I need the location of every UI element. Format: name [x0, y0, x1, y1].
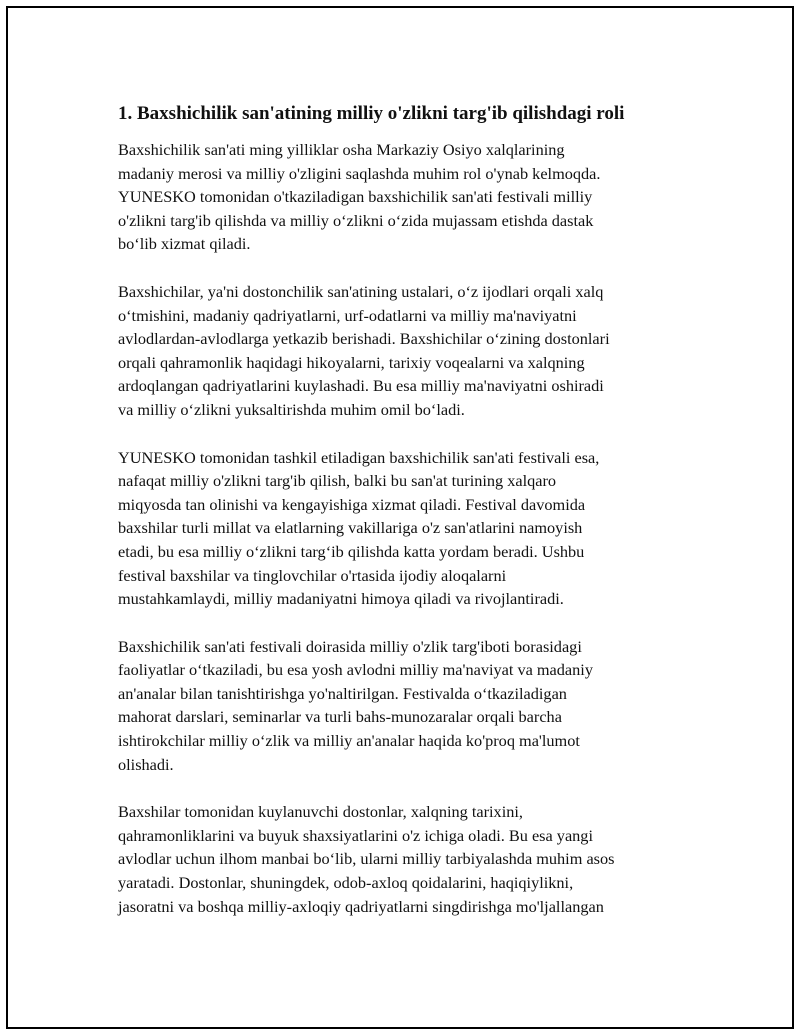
text-line: yaratadi. Dostonlar, shuningdek, odob-axloq qoidalarini, haqiqiylikni,	[118, 873, 574, 893]
body-paragraph	[118, 280, 688, 422]
text-line: etadi, bu esa milliy o‘zlikni targ‘ib qilishda katta yordam beradi. Ushbu	[118, 541, 585, 561]
text-line: Baxshichilik san'ati ming yilliklar osha Markaziy Osiyo xalqlarining	[118, 140, 565, 159]
text-line: avlodlardan-avlodlarga yetkazib berishadi. Baxshichilar o‘zining dostonlari	[118, 329, 610, 349]
text-line: madaniy merosi va milliy o'zligini saqlashda muhim rol o'ynab kelmoqda.	[118, 163, 601, 183]
text-line: YUNESKO tomonidan o'tkaziladigan baxshichilik san'ati festivali milliy	[118, 187, 593, 207]
text-line: o‘tmishini, madaniy qadriyatlarni, urf-odatlarni va milliy ma'naviyatni	[118, 305, 577, 325]
text-line: YUNESKO tomonidan tashkil etiladigan baxshichilik san'ati festivali esa,	[118, 447, 600, 467]
body-paragraph	[118, 446, 688, 611]
text-line: festival baxshilar va tinglovchilar o'rtasida ijodiy aloqalarni	[118, 565, 507, 585]
text-line: Baxshilar tomonidan kuylanuvchi dostonlar, xalqning tarixini,	[118, 802, 523, 822]
text-line: an'analar bilan tanishtirishga yo'naltirilgan. Festivalda o‘tkaziladigan	[118, 683, 567, 703]
text-line: o'zlikni targ'ib qilishda va milliy o‘zlikni o‘zida mujassam etishda dastak	[118, 210, 594, 230]
text-line: avlodlar uchun ilhom manbai bo‘lib, ularni milliy tarbiyalashda muhim asos	[118, 849, 615, 869]
text-line: Baxshichilar, ya'ni dostonchilik san'atining ustalari, o‘z ijodlari orqali xalq	[118, 281, 604, 301]
text-line: Baxshichilik san'ati festivali doirasida milliy o'zlik targ'iboti borasidagi	[118, 636, 582, 656]
document-content	[118, 100, 688, 942]
text-line: nafaqat milliy o'zlikni targ'ib qilish, balki bu san'at turining xalqaro	[118, 471, 557, 491]
text-line: qahramonliklarini va buyuk shaxsiyatlarini o'z ichiga oladi. Bu esa yangi	[118, 825, 593, 845]
page-frame	[6, 6, 794, 1029]
body-paragraph	[118, 800, 688, 918]
text-line: bo‘lib xizmat qiladi.	[118, 234, 251, 254]
body-paragraph	[118, 635, 688, 777]
text-line: baxshilar turli millat va elatlarning vakillariga o'z san'atlarini namoyish	[118, 518, 583, 538]
text-line: ishtirokchilar milliy o‘zlik va milliy an'analar haqida ko'proq ma'lumot	[118, 731, 580, 751]
paragraph-container	[118, 138, 688, 918]
text-line: mustahkamlaydi, milliy madaniyatni himoya qiladi va rivojlantiradi.	[118, 589, 564, 609]
text-line: olishadi.	[118, 754, 174, 774]
text-line: orqali qahramonlik haqidagi hikoyalarni, tarixiy voqealarni va xalqning	[118, 352, 585, 372]
text-line: va milliy o‘zlikni yuksaltirishda muhim omil bo‘ladi.	[118, 399, 465, 419]
section-heading: 1. Baxshichilik san'atining milliy o'zlikni targ'ib qilishdagi roli	[118, 103, 625, 124]
text-line: miqyosda tan olinishi va kengayishiga xizmat qiladi. Festival davomida	[118, 494, 586, 514]
text-line: ardoqlangan qadriyatlarini kuylashadi. Bu esa milliy ma'naviyatni oshiradi	[118, 376, 604, 396]
text-line: mahorat darslari, seminarlar va turli bahs-munozaralar orqali barcha	[118, 707, 562, 727]
text-line: faoliyatlar o‘tkaziladi, bu esa yosh avlodni milliy ma'naviyat va madaniy	[118, 660, 593, 680]
body-paragraph	[118, 138, 688, 256]
text-line: jasoratni va boshqa milliy-axloqiy qadriyatlarni singdirishga mo'ljallangan	[118, 896, 604, 916]
